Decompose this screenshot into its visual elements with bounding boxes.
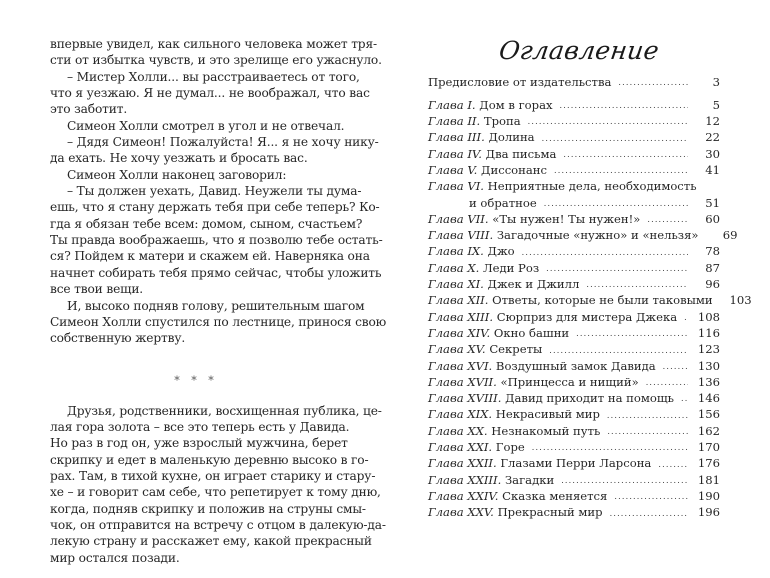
dot-leader xyxy=(542,129,688,145)
toc-item-first-line xyxy=(428,178,720,194)
chapter-title: Воздушный замок Давида xyxy=(495,358,656,373)
toc-page-number: 108 xyxy=(697,309,720,324)
dot-leader xyxy=(663,358,688,374)
toc-item-label xyxy=(428,97,553,113)
chapter-label: Глава II. xyxy=(428,114,481,129)
toc-item-chapter[interactable] xyxy=(428,309,720,325)
chapter-label: Глава X. xyxy=(428,260,480,275)
dot-leader xyxy=(607,423,688,439)
chapter-label: Глава XI. xyxy=(428,277,484,292)
text-line: И, высоко подняв голову, решительным шагом xyxy=(67,298,365,313)
chapter-label: Глава IV. xyxy=(428,146,482,161)
text-line: да ехать. Не хочу уезжать и бросать вас. xyxy=(50,151,308,166)
chapter-title: Диссонанс xyxy=(481,162,548,177)
text-line: – Ты должен уехать, Давид. Неужели ты дума- xyxy=(67,184,362,199)
toc-page-number: 162 xyxy=(697,423,720,438)
toc-item-label xyxy=(428,406,600,422)
toc-item-label xyxy=(428,146,556,162)
dot-leader xyxy=(610,504,688,520)
toc-item-label xyxy=(428,439,525,455)
toc-item-label xyxy=(428,260,539,276)
toc-item-second-line xyxy=(428,195,720,211)
dot-leader xyxy=(647,211,688,227)
toc-page-number: 176 xyxy=(697,456,720,471)
dot-leader xyxy=(586,276,688,292)
toc-item-chapter[interactable] xyxy=(428,292,752,308)
chapter-label: Глава XXII. xyxy=(428,456,497,471)
toc-item-label xyxy=(428,423,600,439)
toc-item-label xyxy=(428,504,603,520)
section-separator: * * * xyxy=(174,373,218,387)
toc-page-number: 69 xyxy=(722,228,738,243)
dot-leader xyxy=(563,146,688,162)
text-line: ешь, что я стану держать тебя при себе теперь? Ко- xyxy=(50,200,380,215)
toc-page-number: 136 xyxy=(697,374,720,389)
chapter-label: Глава XX. xyxy=(428,423,488,438)
text-line: скрипку и едет в маленькую деревню высоко в го- xyxy=(50,452,369,467)
toc-page-number: 41 xyxy=(705,162,720,177)
right-page xyxy=(428,36,752,521)
chapter-label: Глава XXV. xyxy=(428,505,494,520)
chapter-label: Глава I. xyxy=(428,97,476,112)
text-line: это заботит. xyxy=(50,102,128,117)
chapter-label: Глава XXI. xyxy=(428,440,493,455)
toc-page-number: 170 xyxy=(697,440,720,455)
chapter-title: Некрасивый мир xyxy=(495,407,600,422)
text-line: гда я обязан тебе всем: домом, сыном, счастьем? xyxy=(50,216,363,231)
dot-leader xyxy=(528,113,688,129)
toc-item-label xyxy=(428,341,542,357)
toc-page-number: 5 xyxy=(712,97,720,112)
toc-item-label xyxy=(428,211,640,227)
chapter-label: Глава VII. xyxy=(428,211,489,226)
chapter-title: Прекрасный мир xyxy=(497,505,603,520)
toc-title: Оглавление xyxy=(497,36,661,65)
text-line: начнет собирать тебя прямо сейчас, чтобы уложить xyxy=(50,265,382,280)
dot-leader xyxy=(522,243,688,259)
text-line: Симеон Холли наконец заговорил: xyxy=(67,167,287,182)
dot-leader xyxy=(560,97,688,113)
dot-leader xyxy=(549,341,688,357)
toc-item-label xyxy=(428,162,547,178)
dot-leader xyxy=(646,374,688,390)
dot-leader xyxy=(546,260,688,276)
chapter-title: Глазами Перри Ларсона xyxy=(500,456,652,471)
chapter-label: Глава VI. xyxy=(428,179,484,194)
toc-page-number: 103 xyxy=(729,293,752,308)
dot-leader xyxy=(614,488,688,504)
toc-item-chapter[interactable] xyxy=(428,260,720,276)
toc-item-label xyxy=(428,374,639,390)
toc-item-chapter[interactable] xyxy=(428,341,720,357)
chapter-label: Глава XV. xyxy=(428,342,486,357)
toc-item-chapter[interactable] xyxy=(428,243,720,259)
toc-item-chapter[interactable] xyxy=(428,472,720,488)
toc-page-number: 123 xyxy=(697,342,720,357)
chapter-title: Окно башни xyxy=(493,325,570,340)
toc-page-number: 30 xyxy=(705,146,720,161)
toc-item-label xyxy=(428,292,713,308)
toc-item-chapter[interactable] xyxy=(428,504,720,520)
chapter-title: Давид приходит на помощь xyxy=(505,391,674,406)
toc-item-chapter[interactable] xyxy=(428,455,720,471)
dot-leader xyxy=(684,309,688,325)
toc-item-label xyxy=(428,243,515,259)
toc-item-chapter[interactable] xyxy=(428,162,720,178)
toc-item-label xyxy=(428,227,699,243)
chapter-title: Леди Роз xyxy=(482,260,540,275)
left-page xyxy=(50,36,387,566)
chapter-title: Два письма xyxy=(485,146,557,161)
chapter-title: Джо xyxy=(487,244,515,259)
toc-item-chapter[interactable] xyxy=(428,488,720,504)
chapter-label: Глава IX. xyxy=(428,244,484,259)
chapter-label: Глава XII. xyxy=(428,293,489,308)
text-block-1 xyxy=(50,36,387,347)
chapter-title: Незнакомый путь xyxy=(491,423,601,438)
toc-item-label xyxy=(428,472,554,488)
toc-item-chapter[interactable] xyxy=(428,406,720,422)
chapter-label: Глава III. xyxy=(428,130,485,145)
dot-leader xyxy=(576,325,688,341)
chapter-label: Глава XVI. xyxy=(428,358,493,373)
chapter-title: Ответы, которые не были таковыми xyxy=(492,293,713,308)
toc-page-number: 87 xyxy=(705,260,720,275)
toc-item-chapter[interactable] xyxy=(428,146,720,162)
toc-item-label xyxy=(428,178,697,194)
text-line: Симеон Холли смотрел в угол и не отвечал. xyxy=(67,118,345,133)
toc-page-number: 181 xyxy=(697,472,720,487)
text-line: лая гора золота – все это теперь есть у Давида. xyxy=(50,419,350,434)
dot-leader xyxy=(532,439,688,455)
toc-item-chapter[interactable] xyxy=(428,113,720,129)
toc-page-number: 156 xyxy=(697,407,720,422)
toc-item-label xyxy=(428,358,656,374)
dot-leader xyxy=(658,455,688,471)
toc-item-preface[interactable] xyxy=(428,74,720,90)
chapter-label: Глава XVIII. xyxy=(428,391,502,406)
toc-item-label xyxy=(428,129,535,145)
toc-page-number: 51 xyxy=(705,195,720,210)
dot-leader xyxy=(607,406,688,422)
toc-item-label xyxy=(428,325,569,341)
toc-item-chapter[interactable] xyxy=(428,211,720,227)
chapter-title: Тропа xyxy=(483,114,521,129)
dot-leader xyxy=(618,74,688,90)
chapter-label: Глава VIII. xyxy=(428,228,494,243)
text-line: мир остался позади. xyxy=(50,550,180,565)
toc-item-chapter[interactable] xyxy=(428,358,720,374)
chapter-title: Неприятные дела, необходимость xyxy=(487,179,697,194)
table-of-contents xyxy=(428,74,752,521)
chapter-title: Горе xyxy=(495,440,525,455)
toc-item-label: Предисловие от издательства xyxy=(428,75,612,89)
toc-page-number: 190 xyxy=(697,488,720,503)
toc-page-number: 22 xyxy=(705,130,720,145)
toc-item-label xyxy=(428,113,521,129)
toc-item-chapter[interactable] xyxy=(428,97,720,113)
dot-leader xyxy=(561,472,688,488)
dot-leader xyxy=(681,390,688,406)
chapter-label: Глава XXIII. xyxy=(428,472,502,487)
toc-page-number: 96 xyxy=(705,277,720,292)
text-line: ся? Пойдем к матери и скажем ей. Наверняка она xyxy=(50,249,370,264)
chapter-label: Глава XIX. xyxy=(428,407,493,422)
toc-page-number: 116 xyxy=(697,325,720,340)
text-line: Симеон Холли спустился по лестнице, принося свою xyxy=(50,314,387,329)
toc-item-label xyxy=(428,455,651,471)
toc-item-label xyxy=(428,309,677,325)
toc-item-chapter[interactable] xyxy=(428,227,738,243)
text-line: – Дядя Симеон! Пожалуйста! Я... я не хочу нику- xyxy=(67,135,379,150)
text-line: – Мистер Холли... вы расстраиваетесь от того, xyxy=(67,69,360,84)
chapter-label: Глава XXIV. xyxy=(428,488,499,503)
text-line: когда, подняв скрипку и положив на струны смы- xyxy=(50,501,366,516)
text-line: собственную жертву. xyxy=(50,331,186,346)
text-line: Ты правда воображаешь, что я позволю тебе остать- xyxy=(50,233,383,248)
toc-item-chapter[interactable] xyxy=(428,439,720,455)
chapter-title: Загадки xyxy=(504,472,555,487)
toc-page-number: 60 xyxy=(705,211,720,226)
chapter-title-continued: и обратное xyxy=(469,195,537,210)
text-block-2 xyxy=(50,403,386,566)
toc-item-chapter[interactable] xyxy=(428,178,720,211)
chapter-title: Загадочные «нужно» и «нельзя» xyxy=(496,228,699,243)
text-line: впервые увидел, как сильного человека может тря- xyxy=(50,37,377,51)
text-line: что я уезжаю. Я не думал... не воображал, что вас xyxy=(50,86,370,101)
toc-page-number: 3 xyxy=(712,75,720,89)
text-line: сти от избытка чувств, и это зрелище его ужаснуло. xyxy=(50,53,382,68)
chapter-label: Глава V. xyxy=(428,162,478,177)
toc-page-number: 130 xyxy=(697,358,720,373)
chapter-title: Сказка меняется xyxy=(502,488,608,503)
text-line: Друзья, родственники, восхищенная публика, це- xyxy=(67,403,382,418)
text-line: рах. Там, в тихой кухне, он играет старику и стару- xyxy=(50,468,376,483)
text-line: чок, он отправится на встречу с отцом в далекую-да- xyxy=(50,517,386,532)
toc-page-number: 196 xyxy=(697,505,720,520)
toc-page-number: 12 xyxy=(705,114,720,129)
toc-item-chapter[interactable] xyxy=(428,276,720,292)
toc-page-number: 146 xyxy=(697,391,720,406)
chapter-title: Джек и Джилл xyxy=(487,277,580,292)
toc-item-chapter[interactable] xyxy=(428,374,720,390)
chapter-label: Глава XIII. xyxy=(428,309,494,324)
toc-item-label xyxy=(428,488,607,504)
chapter-title: Секреты xyxy=(489,342,543,357)
chapter-title: «Ты нужен! Ты нужен!» xyxy=(492,211,641,226)
toc-page-number: 78 xyxy=(705,244,720,259)
text-line: все твои вещи. xyxy=(50,282,144,297)
chapter-title: Сюрприз для мистера Джека xyxy=(496,309,678,324)
chapter-title: «Принцесса и нищий» xyxy=(500,374,639,389)
text-line: лекую страну и расскажет ему, какой прекрасный xyxy=(50,534,372,549)
toc-item-chapter[interactable] xyxy=(428,325,720,341)
dot-leader xyxy=(554,162,688,178)
text-line: хе – и говорит сам себе, что репетирует к тому дню, xyxy=(50,485,381,500)
toc-item-label xyxy=(428,276,579,292)
chapter-title: Дом в горах xyxy=(479,97,553,112)
chapter-label: Глава XIV. xyxy=(428,325,491,340)
toc-item-chapter[interactable] xyxy=(428,423,720,439)
toc-item-chapter[interactable] xyxy=(428,390,720,406)
chapter-label: Глава XVII. xyxy=(428,374,497,389)
chapter-title: Долина xyxy=(488,130,535,145)
text-line: Но раз в год он, уже взрослый мужчина, берет xyxy=(50,436,348,451)
dot-leader xyxy=(544,195,688,211)
toc-item-label xyxy=(428,390,674,406)
toc-item-chapter[interactable] xyxy=(428,129,720,145)
